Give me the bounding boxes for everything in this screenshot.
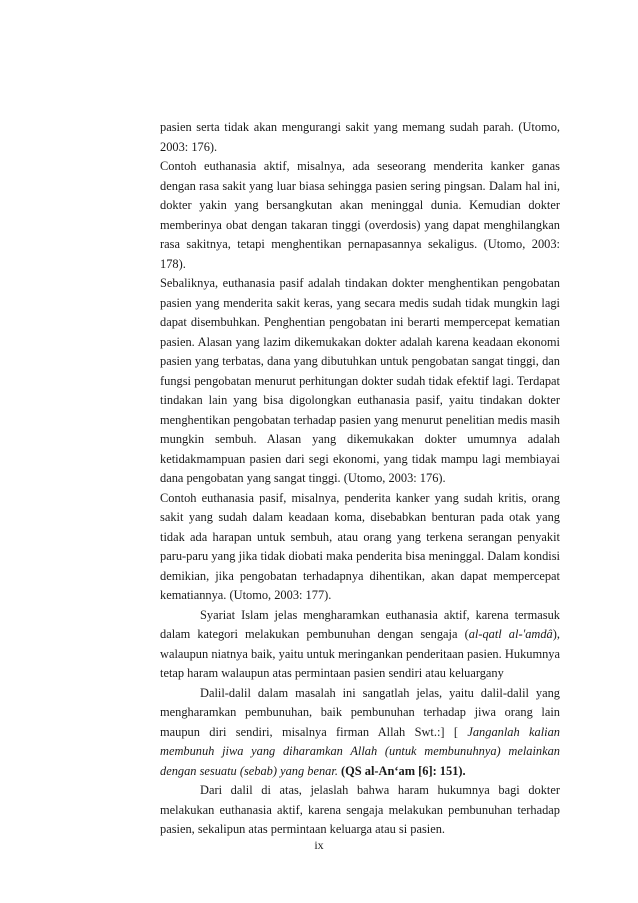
paragraph-conclusion: Dari dalil di atas, jelaslah bahwa haram hukumnya bagi dokter melakukan euthanasia aktif, karena sengaja melakukan pembunuhan terhadap pasien, sekalipun atas permintaan keluarga atau si pasien. xyxy=(160,783,560,836)
quran-citation: (QS al-An‘am [6]: 151). xyxy=(341,763,466,778)
syariat-arabic-term: al-qatl al-'amdâ xyxy=(468,627,553,641)
body-text xyxy=(160,118,560,840)
paragraph-passive-euthanasia: Sebaliknya, euthanasia pasif adalah tindakan dokter menghentikan pengobatan pasien yang menderita sakit keras, yang secara medis sudah tidak mungkin lagi dapat disembuhkan. Penghentian pengobatan ini berarti mempercepat kematian pasien. Alasan yang lazim dikemukakan dokter adalah karena keadaan ekonomi pasien yang terbatas, dana yang dibutuhkan untuk pengobatan sangat tinggi, dan fungsi pengobatan menurut perhitungan dokter sudah tidak efektif lagi. Terdapat tindakan lain yang bisa digolongkan euthanasia pasif, yaitu tindakan dokter menghentikan pengobatan terhadap pasien yang menurut penelitian medis masih mungkin sembuh. Alasan yang dikemukakan dokter umumnya adalah ketidakmampuan pasien dari segi ekonomi, yang tidak mampu lagi membiayai dana pengobatan yang sangat tinggi. (Utomo, 2003: 176). xyxy=(160,276,560,485)
paragraph-active-euthanasia-example: Contoh euthanasia aktif, misalnya, ada seseorang menderita kanker ganas dengan rasa sakit yang luar biasa sehingga pasien sering pingsan. Dalam hal ini, dokter yakin yang bersangkutan akan meninggal dunia. Kemudian dokter memberinya obat dengan takaran tinggi (overdosis) yang dapat menghilangkan rasa sakitnya, tetapi menghentikan pernapasannya sekaligus. (Utomo, 2003: 178). xyxy=(160,159,560,271)
dalil-intro: Dalil-dalil dalam masalah ini sangatlah jelas, yaitu dalil-dalil yang mengharamkan pembunuhan, baik pembunuhan terhadap jiwa orang lain maupun diri sendiri, misalnya firman Allah Swt.:] [ xyxy=(160,685,560,739)
paragraph-passive-euthanasia-example: Contoh euthanasia pasif, misalnya, penderita kanker yang sudah kritis, orang sakit yang sudah dalam keadaan koma, disebabkan benturan pada otak yang tidak ada harapan untuk sembuh, atau orang yang terkena serangan penyakit paru-paru yang jika tidak diobati maka penderita bisa meninggal. Dalam kondisi demikian, jika pengobatan terhadapnya dihentikan, akan dapat mempercepat kematiannya. (Utomo, 2003: 177). xyxy=(160,490,560,602)
paragraph-continuation: pasien serta tidak akan mengurangi sakit yang memang sudah parah. (Utomo, 2003: 176). xyxy=(160,120,560,154)
paragraph-syariat xyxy=(160,606,560,684)
paragraph-dalil xyxy=(160,684,560,782)
page-number: ix xyxy=(314,838,324,852)
syariat-text-before: Syariat Islam jelas mengharamkan euthanasia aktif, karena termasuk dalam kategori melakukan pembunuhan dengan sengaja ( xyxy=(160,607,560,641)
syariat-text-after: ), walaupun niatnya baik, yaitu untuk meringankan penderitaan pasien. Hukumnya tetap haram walaupun atas permintaan pasien sendiri atau keluargany xyxy=(160,627,560,680)
quran-quote: Janganlah kalian membunuh jiwa yang diharamkan Allah (untuk membunuhnya) melainkan dengan sesuatu (sebab) yang benar. xyxy=(160,724,560,778)
